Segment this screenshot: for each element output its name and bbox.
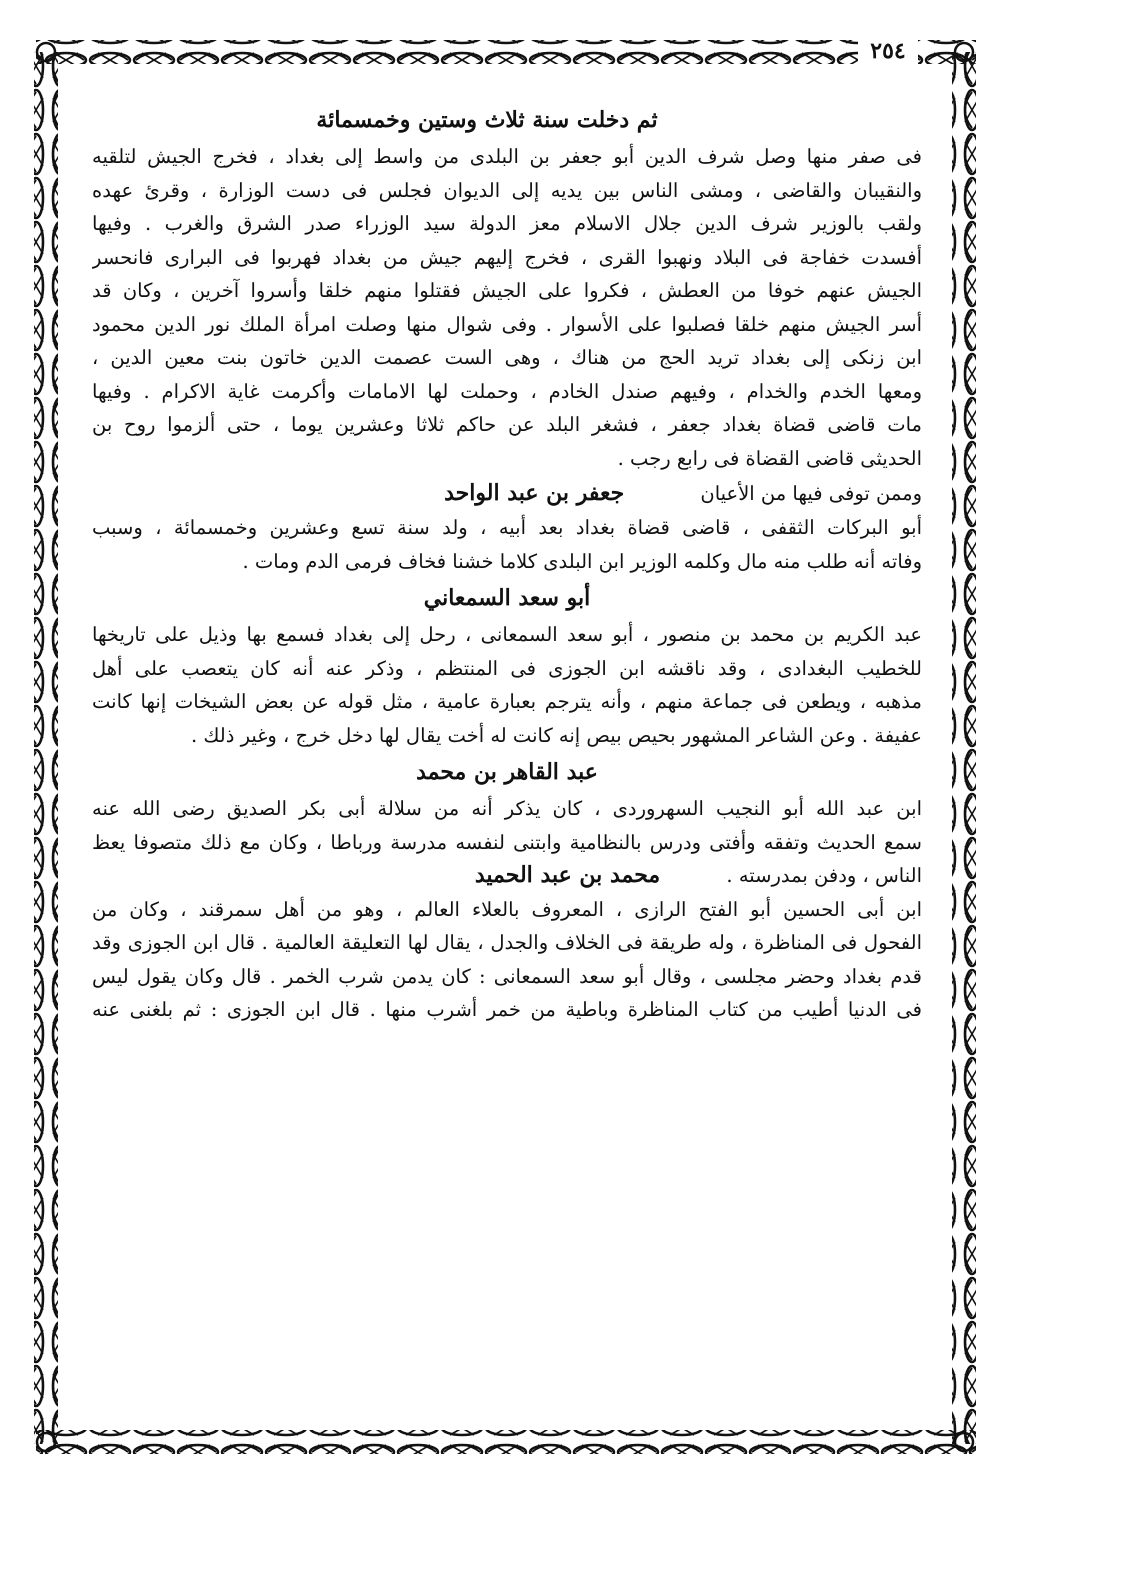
entry-name-muhammad: محمد بن عبد الحميد (474, 862, 661, 888)
text-line: عفيفة . وعن الشاعر المشهور بحيص بيص إنه كانت له أخت يقال لها دخل خرج ، وغير ذلك . (190, 723, 922, 747)
text-line: سمع الحديث وتفقه وأفتى ودرس بالنظامية وابتنى لنفسه مدرسة ورباطا ، وكان مع ذلك متصوفا يعظ (92, 830, 922, 854)
text-line: وفاته أنه طلب منه مال وكلمه الوزير ابن البلدى كلاما خشنا فخاف فرمى الدم ومات . (242, 549, 922, 573)
text-line: قدم بغداد وحضر مجلسى ، وقال أبو سعد السمعانى : كان يدمن شرب الخمر . قال وكان يقول ليس (92, 964, 922, 988)
year-events-paragraph (92, 140, 922, 475)
text-line: أفسدت خفاجة فى البلاد ونهبوا القرى ، فخرج إليهم جيش من بغداد فهربوا فى البرارى فانحسر (92, 245, 922, 269)
obituaries-intro: وممن توفى فيها من الأعيان (700, 482, 922, 505)
obituaries-intro-row (92, 475, 922, 511)
entry-name-jafar: جعفر بن عبد الواحد (444, 480, 625, 506)
entry-name-abd-al-qahir: عبد القاهر بن محمد (416, 759, 598, 785)
text-line: ابن أبى الحسين أبو الفتح الرازى ، المعروف بالعلاء العالم ، وهو من أهل سمرقند ، وكان من (92, 897, 922, 921)
text-line: ومعها الخدم والخدام ، وفيهم صندل الخادم ، وحملت لها الامامات وأكرمت غاية الاكرام . وفيها (92, 379, 922, 403)
text-line: الحديثى قاضى القضاة فى رابع رجب . (617, 446, 922, 470)
text-line: مذهبه ، ويطعن فى جماعة منهم ، وأنه يترجم بعبارة عامية ، مثل قوله عن بعض الشيخات إنها كانت (92, 690, 922, 713)
entry-jafar (92, 511, 922, 578)
text-line: الناس ، ودفن بمدرسته . (726, 864, 922, 887)
text-line: فى صفر منها وصل شرف الدين أبو جعفر بن البلدى من واسط إلى بغداد ، فخرج الجيش لتلقيه (92, 145, 922, 168)
page-content (92, 100, 922, 1390)
year-heading: ثم دخلت سنة ثلاث وستين وخمسمائة (316, 107, 658, 133)
text-line: للخطيب البغدادى ، وقد ناقشه ابن الجوزى فى المنتظم ، وذكر عنه أنه كان يتعصب على أهل (92, 656, 922, 680)
text-line: ابن زنكى إلى بغداد تريد الحج من هناك ، وهى الست عصمت الدين خاتون بنت معين الدين ، (92, 346, 922, 369)
text-line: ابن عبد الله أبو النجيب السهروردى ، كان يذكر أنه من سلالة أبى بكر الصديق رضى الله عنه (92, 797, 922, 820)
entry-muhammad (92, 893, 922, 1027)
entry-name-samani: أبو سعد السمعاني (423, 585, 591, 611)
text-line: الجيش عنهم خوفا من العطش ، فكروا على الجيش فقتلوا منهم خلقا وأسروا آخرين ، وكان قد (92, 279, 922, 302)
text-line: والنقيبان والقاضى ، ومشى الناس بين يديه إلى الديوان فجلس فى دست الوزارة ، وقرئ عهده (92, 178, 922, 202)
entry-samani (92, 618, 922, 752)
text-line: مات قاضى قضاة بغداد جعفر ، فشغر البلد عن حاكم ثلاثا وعشرين يوما ، حتى ألزموا روح بن (92, 413, 922, 436)
text-line: عبد الكريم بن محمد بن منصور ، أبو سعد السمعانى ، رحل إلى بغداد فسمع بها وذيل على تاريخها (92, 623, 922, 646)
text-line: الفحول فى المناظرة ، وله طريقة فى الخلاف والجدل ، يقال لها التعليقة العالمية . قال ابن الجوزى وقد (92, 931, 922, 954)
text-line: أبو البركات الثقفى ، قاضى قضاة بغداد بعد أبيه ، ولد سنة تسع وعشرين وخمسمائة ، وسبب (92, 516, 922, 539)
text-line: ولقب بالوزير شرف الدين جلال الاسلام معز الدولة سيد الوزراء صدر الشرق والغرب . وفيها (92, 212, 922, 235)
entry-abd-al-qahir (92, 792, 922, 893)
text-line: فى الدنيا أطيب من كتاب المناظرة وباطية من خمر أشرب منها . قال ابن الجوزى : ثم بلغنى عنه (92, 998, 922, 1021)
page-number: ٢٥٤ (858, 36, 918, 66)
closing-line-with-heading (92, 859, 922, 893)
text-line: أسر الجيش منهم خلقا فصلبوا على الأسوار . وفى شوال منها وصلت امرأة الملك نور الدين محمود (92, 312, 922, 336)
